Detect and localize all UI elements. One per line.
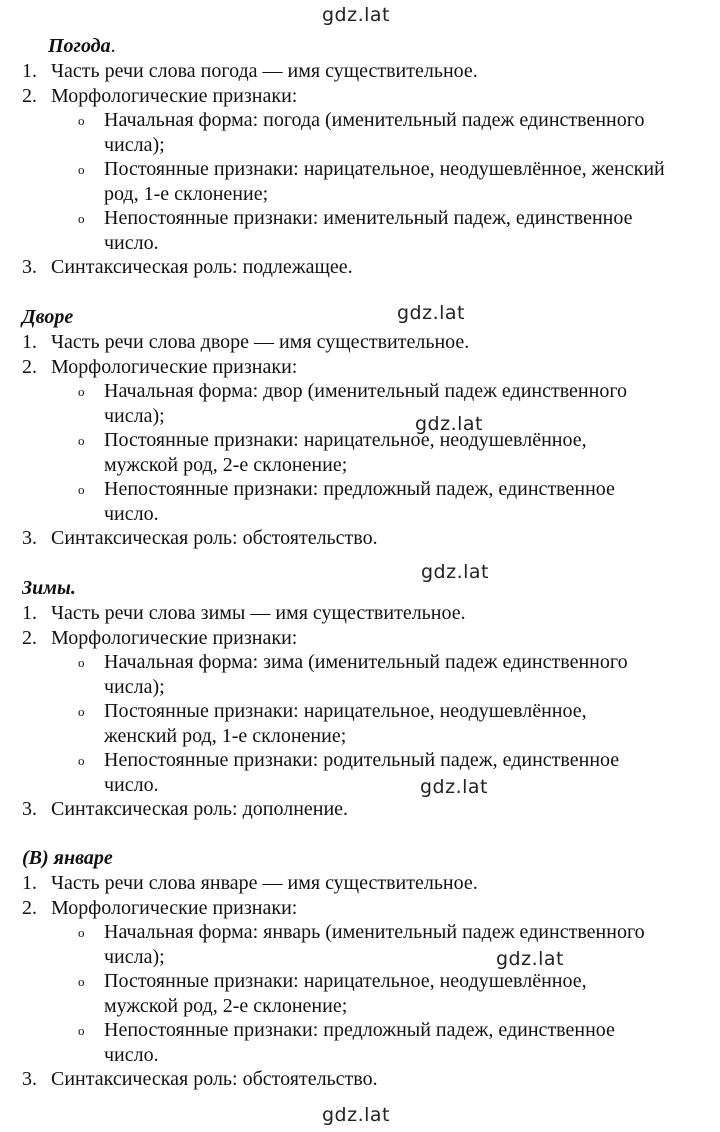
list-item-3: 3. Синтаксическая роль: обстоятельство. (22, 527, 378, 549)
bullet-marker: o (78, 704, 85, 719)
section-title: Дворе (22, 306, 74, 328)
list-item-2: 2. Морфологические признаки: (22, 84, 298, 107)
bullet-item-cont: род, 1-е склонение; (104, 182, 269, 205)
watermark: gdz.lat (421, 561, 490, 583)
bullet-marker: o (78, 925, 85, 940)
watermark: gdz.lat (322, 1104, 391, 1126)
bullet-item: o Начальная форма: погода (именительный падеж единственного (0, 108, 720, 133)
watermark: gdz.lat (322, 4, 391, 26)
list-item-3: 3. Синтаксическая роль: обстоятельство. (22, 1068, 378, 1090)
watermark: gdz.lat (496, 948, 565, 970)
bullet-marker: o (78, 482, 85, 497)
bullet-item-cont: число. (104, 502, 159, 525)
bullet-item: o Постоянные признаки: нарицательное, неодушевлённое, (0, 969, 720, 994)
bullet-item-cont: число. (104, 773, 159, 796)
bullet-item-cont: число. (104, 231, 159, 254)
bullet-item-cont: число. (104, 1043, 159, 1066)
section-title: Погода. (48, 35, 116, 57)
section-pogoda (0, 33, 720, 280)
list-item-1: 1. Часть речи слова зимы — имя существительное. (22, 602, 466, 624)
bullet-marker: o (78, 1023, 85, 1038)
bullet-item: o Непостоянные признаки: именительный падеж, единственное (0, 206, 720, 231)
bullet-item: o Постоянные признаки: нарицательное, неодушевлённое, (0, 699, 720, 724)
bullet-marker: o (78, 162, 85, 177)
list-item-3: 3. Синтаксическая роль: подлежащее. (22, 256, 353, 278)
bullet-marker: o (78, 113, 85, 128)
bullet-marker: o (78, 753, 85, 768)
watermark: gdz.lat (397, 302, 466, 324)
bullet-item: o Начальная форма: январь (именительный падеж единственного (0, 920, 720, 945)
section-title: Зимы. (22, 577, 76, 599)
list-item-2: 2. Морфологические признаки: (22, 355, 298, 378)
bullet-item-cont: мужской род, 2-е склонение; (104, 453, 348, 476)
bullet-item: o Начальная форма: зима (именительный падеж единственного (0, 650, 720, 675)
bullet-marker: o (78, 211, 85, 226)
bullet-item-cont: числа); (104, 675, 165, 698)
bullet-item-cont: мужской род, 2-е склонение; (104, 994, 348, 1017)
bullet-item-cont: числа); (104, 404, 165, 427)
bullet-item: o Непостоянные признаки: родительный падеж, единственное (0, 748, 720, 773)
bullet-item-cont: женский род, 1-е склонение; (104, 724, 347, 747)
list-item-3: 3. Синтаксическая роль: дополнение. (22, 798, 349, 820)
bullet-marker: o (78, 433, 85, 448)
bullet-item: o Постоянные признаки: нарицательное, неодушевлённое, женский (0, 157, 720, 182)
bullet-item-cont: числа); (104, 133, 165, 156)
list-item-2: 2. Морфологические признаки: (22, 896, 298, 919)
section-zimy (0, 575, 720, 822)
bullet-marker: o (78, 384, 85, 399)
watermark: gdz.lat (415, 413, 484, 435)
bullet-marker: o (78, 974, 85, 989)
section-dvore (0, 304, 720, 551)
bullet-item: o Непостоянные признаки: предложный падеж, единственное (0, 477, 720, 502)
bullet-item: o Постоянные признаки: нарицательное, неодушевлённое, (0, 428, 720, 453)
section-title: (В) январе (22, 847, 113, 869)
bullet-item: o Начальная форма: двор (именительный падеж единственного (0, 379, 720, 404)
list-item-1: 1. Часть речи слова погода — имя существительное. (22, 60, 478, 82)
list-item-1: 1. Часть речи слова дворе — имя существительное. (22, 331, 470, 353)
list-item-2: 2. Морфологические признаки: (22, 626, 298, 649)
bullet-item-cont: числа); (104, 945, 165, 968)
section-yanvare (0, 845, 720, 1092)
list-item-1: 1. Часть речи слова январе — имя существительное. (22, 872, 478, 894)
bullet-item: o Непостоянные признаки: предложный падеж, единственное (0, 1018, 720, 1043)
watermark: gdz.lat (420, 776, 489, 798)
bullet-marker: o (78, 655, 85, 670)
